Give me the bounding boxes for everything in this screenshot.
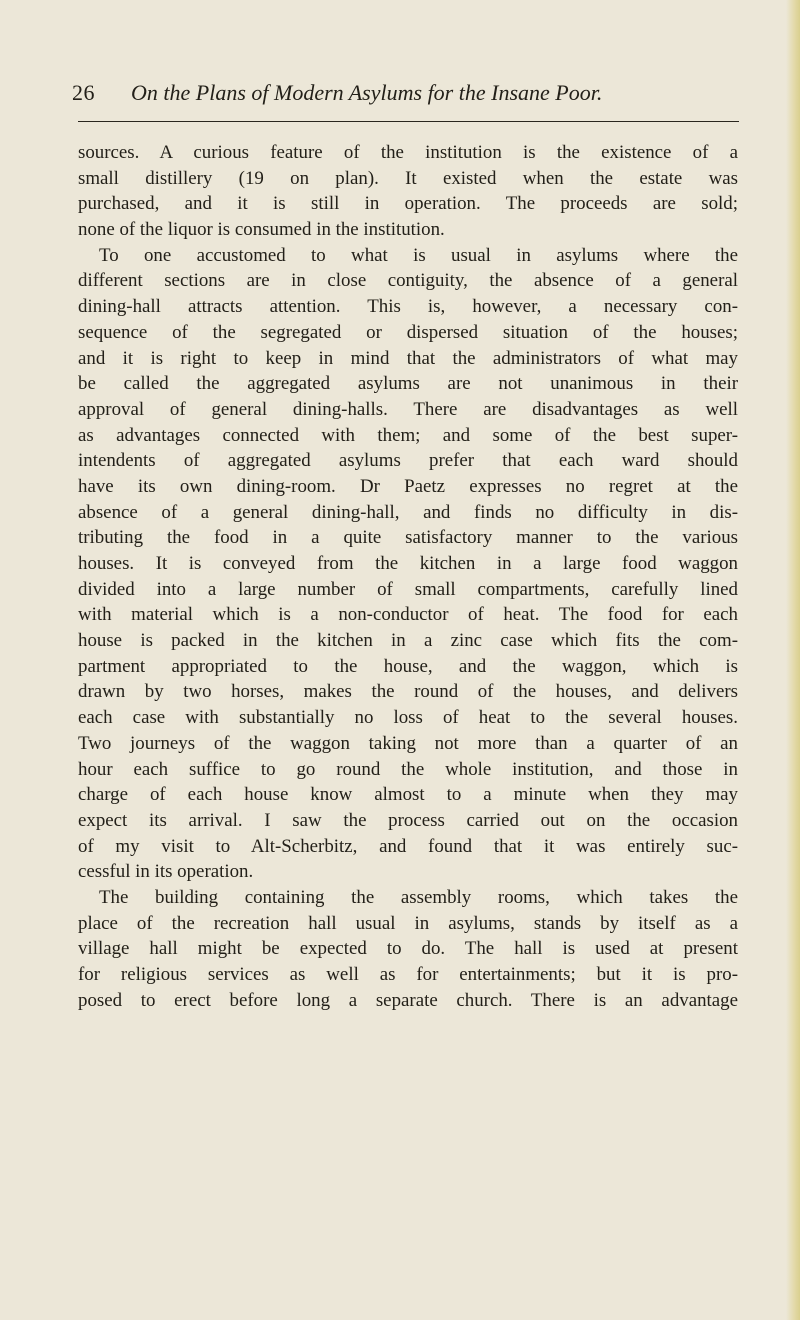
text-line: The building containing the assembly rooms, which takes the bbox=[99, 886, 738, 908]
text-line: expect its arrival. I saw the process carried out on the occasion bbox=[78, 809, 738, 831]
text-line: dining-hall attracts attention. This is, however, a necessary con- bbox=[78, 296, 738, 318]
text-line: each case with substantially no loss of heat to the several houses. bbox=[78, 707, 738, 729]
text-line: village hall might be expected to do. The hall is used at present bbox=[78, 938, 738, 960]
header-rule bbox=[78, 121, 739, 122]
text-line: divided into a large number of small compartments, carefully lined bbox=[78, 578, 738, 600]
text-line: posed to erect before long a separate church. There is an advantage bbox=[78, 989, 738, 1011]
text-line: houses. It is conveyed from the kitchen in a large food waggon bbox=[78, 553, 738, 574]
text-line: drawn by two horses, makes the round of the houses, and delivers bbox=[78, 681, 738, 703]
text-line: charge of each house know almost to a minute when they may bbox=[78, 784, 738, 806]
running-title: On the Plans of Modern Asylums for the Insane Poor. bbox=[131, 80, 603, 105]
text-line: sources. A curious feature of the institution is the existence of a bbox=[78, 142, 738, 163]
text-line: sequence of the segregated or dispersed situation of the houses; bbox=[78, 321, 738, 343]
running-head bbox=[72, 78, 732, 108]
text-line: approval of general dining-halls. There are disadvantages as well bbox=[78, 398, 738, 420]
text-line: none of the liquor is consumed in the institution. bbox=[78, 219, 445, 241]
text-line: be called the aggregated asylums are not unanimous in their bbox=[78, 373, 738, 395]
text-line: have its own dining-room. Dr Paetz expresses no regret at the bbox=[78, 475, 738, 497]
body-text bbox=[78, 140, 738, 1013]
text-line: as advantages connected with them; and some of the best super- bbox=[78, 424, 738, 446]
text-line: of my visit to Alt-Scherbitz, and found that it was entirely suc- bbox=[78, 835, 738, 857]
text-line: purchased, and it is still in operation. The proceeds are sold; bbox=[78, 193, 738, 215]
text-line: hour each suffice to go round the whole institution, and those in bbox=[78, 758, 738, 780]
text-line: To one accustomed to what is usual in asylums where the bbox=[99, 244, 738, 266]
text-line: tributing the food in a quite satisfactory manner to the various bbox=[78, 527, 738, 549]
text-line: Two journeys of the waggon taking not more than a quarter of an bbox=[78, 732, 738, 754]
text-line: and it is right to keep in mind that the administrators of what may bbox=[78, 347, 738, 369]
text-line: with material which is a non-conductor of heat. The food for each bbox=[78, 604, 738, 626]
page-number: 26 bbox=[72, 80, 95, 105]
text-line: small distillery (19 on plan). It existed when the estate was bbox=[78, 167, 738, 189]
text-line: place of the recreation hall usual in asylums, stands by itself as a bbox=[78, 912, 738, 934]
page-edge bbox=[786, 0, 800, 1320]
text-line: intendents of aggregated asylums prefer that each ward should bbox=[78, 450, 738, 472]
text-line: for religious services as well as for entertainments; but it is pro- bbox=[78, 964, 738, 985]
text-line: house is packed in the kitchen in a zinc case which fits the com- bbox=[78, 630, 738, 652]
text-line: different sections are in close contiguity, the absence of a general bbox=[78, 270, 738, 292]
text-line: absence of a general dining-hall, and finds no difficulty in dis- bbox=[78, 501, 738, 523]
text-line: partment appropriated to the house, and the waggon, which is bbox=[78, 655, 738, 677]
text-line: cessful in its operation. bbox=[78, 861, 254, 883]
